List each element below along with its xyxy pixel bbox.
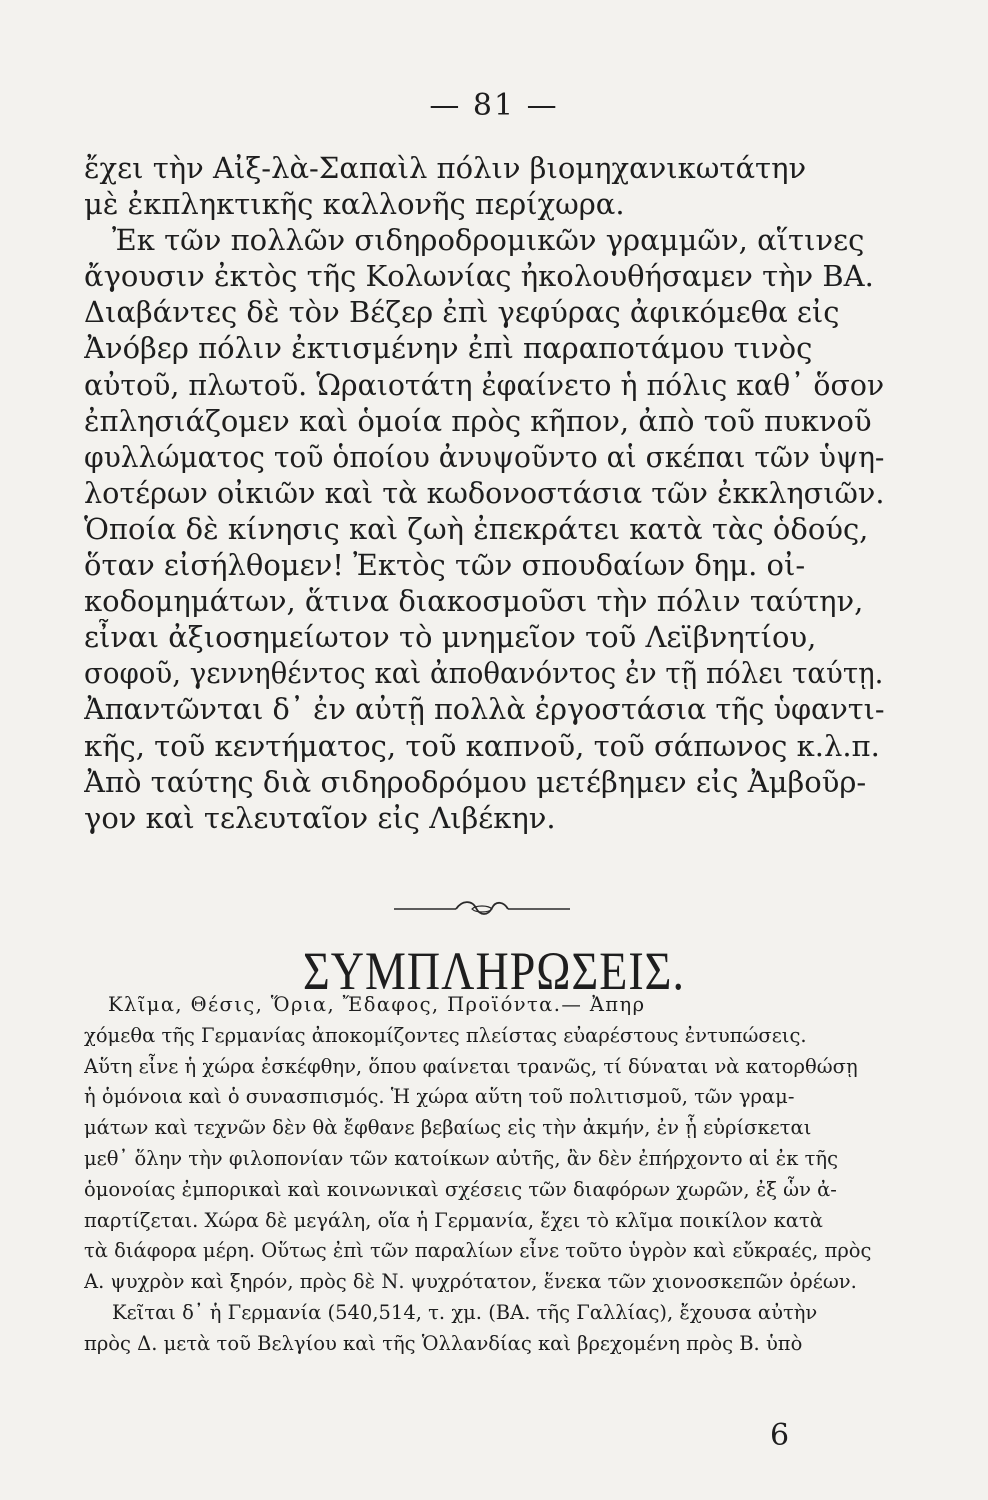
text-line: μὲ ἐκπληκτικῆς καλλονῆς περίχωρα. [84, 187, 625, 222]
text-line: ὁμονοίας ἐμπορικαὶ καὶ κοινωνικαὶ σχέσεις τῶν διαφόρων χωρῶν, ἐξ ὧν ἀ- [84, 1177, 837, 1201]
text-line: Κεῖται δ᾽ ἡ Γερμανία (540,514, τ. χμ. (ΒΑ. τῆς Γαλλίας), ἔχουσα αὐτὴν [112, 1300, 818, 1324]
text-line: Αὕτη εἶνε ἡ χώρα ἐσκέφθην, ὅπου φαίνεται τρανῶς, τί δύναται νὰ κατορθώσῃ [84, 1054, 858, 1078]
supplement-text-block [84, 990, 884, 1360]
text-line: κοδομημάτων, ἅτινα διακοσμοῦσι τὴν πόλιν ταύτην, [84, 584, 864, 619]
text-line: ἐπλησιάζομεν καὶ ὁμοία πρὸς κῆπον, ἀπὸ τοῦ πυκνοῦ [84, 403, 872, 438]
text-line: Ἀπὸ ταύτης διὰ σιδηροδρόμου μετέβημεν εἰς Ἀμβοῦρ- [84, 764, 867, 799]
text-line: ἡ ὁμόνοια καὶ ὁ συνασπισμός. Ἡ χώρα αὕτη τοῦ πολιτισμοῦ, τῶν γραμ- [84, 1085, 795, 1109]
text-line: παρτίζεται. Χώρα δὲ μεγάλη, οἵα ἡ Γερμανία, ἔχει τὸ κλῖμα ποικίλον κατὰ [84, 1208, 823, 1232]
text-line: κῆς, τοῦ κεντήματος, τοῦ καπνοῦ, τοῦ σάπωνος κ.λ.π. [84, 728, 880, 763]
text-line: εἶναι ἀξιοσημείωτον τὸ μνημεῖον τοῦ Λεϊβνητίου, [84, 620, 817, 655]
text-line: Κλῖμα, Θέσις, Ὅρια, Ἔδαφος, Προϊόντα.— Ἀπηρ [108, 993, 646, 1016]
text-line: Ὁποία δὲ κίνησις καὶ ζωὴ ἐπεκράτει κατὰ τὰς ὁδούς, [84, 511, 869, 546]
text-line: Ἐκ τῶν πολλῶν σιδηροδρομικῶν γραμμῶν, αἵτινες [112, 223, 865, 258]
text-line: μάτων καὶ τεχνῶν δὲν θὰ ἔφθανε βεβαίως εἰς τὴν ἀκμήν, ἐν ᾗ εὑρίσκεται [84, 1116, 812, 1140]
text-line: Ἀπαντῶνται δ᾽ ἐν αὐτῇ πολλὰ ἐργοστάσια τῆς ὑφαντι- [84, 692, 885, 727]
text-line: ἄγουσιν ἐκτὸς τῆς Κολωνίας ἠκολουθήσαμεν τὴν ΒΑ. [84, 259, 874, 294]
text-line: λοτέρων οἰκιῶν καὶ τὰ κωδονοστάσια τῶν ἐκκλησιῶν. [84, 475, 885, 510]
flourish-ornament [392, 896, 572, 920]
text-line: Α. ψυχρὸν καὶ ξηρόν, πρὸς δὲ Ν. ψυχρότατον, ἕνεκα τῶν χιονοσκεπῶν ὀρέων. [84, 1270, 857, 1294]
text-line: ὅταν εἰσήλθομεν! Ἐκτὸς τῶν σπουδαίων δημ. οἰ- [84, 548, 806, 583]
text-line: φυλλώματος τοῦ ὁποίου ἀνυψοῦντο αἱ σκέπαι τῶν ὑψη- [84, 439, 885, 474]
text-line: τὰ διάφορα μέρη. Οὕτως ἐπὶ τῶν παραλίων εἶνε τοῦτο ὑγρὸν καὶ εὔκραές, πρὸς [84, 1239, 872, 1263]
text-line: γον καὶ τελευταῖον εἰς Λιβέκην. [84, 800, 556, 835]
text-line: αὐτοῦ, πλωτοῦ. Ὡραιοτάτη ἐφαίνετο ἡ πόλις καθ᾽ ὅσον [84, 367, 885, 402]
page-number: — 81 — [429, 88, 559, 123]
text-line: χόμεθα τῆς Γερμανίας ἀποκομίζοντες πλείστας εὐαρέστους ἐντυπώσεις. [84, 1023, 807, 1047]
text-line: μεθ᾽ ὅλην τὴν φιλοπονίαν τῶν κατοίκων αὐτῆς, ἂν δὲν ἐπήρχοντο αἱ ἐκ τῆς [84, 1146, 839, 1170]
text-line: ἔχει τὴν Αἰξ-λὰ-Σαπαὶλ πόλιν βιομηχανικωτάτην [84, 151, 807, 185]
text-line: σοφοῦ, γεννηθέντος καὶ ἀποθανόντος ἐν τῇ πόλει ταύτῃ. [84, 656, 884, 691]
section-title: ΣΥΜΠΛΗΡΩΣΕΙΣ. [303, 940, 685, 1001]
text-line: Διαβάντες δὲ τὸν Βέζερ ἐπὶ γεφύρας ἀφικόμεθα εἰς [84, 295, 840, 330]
text-line: πρὸς Δ. μετὰ τοῦ Βελγίου καὶ τῆς Ὁλλανδίας καὶ βρεχομένη πρὸς Β. ὑπὸ [84, 1331, 803, 1355]
signature-mark: 6 [770, 1418, 790, 1453]
text-line: Ἀνόβερ πόλιν ἐκτισμένην ἐπὶ παραποτάμου τινὸς [84, 331, 813, 366]
main-text-block [84, 150, 884, 836]
